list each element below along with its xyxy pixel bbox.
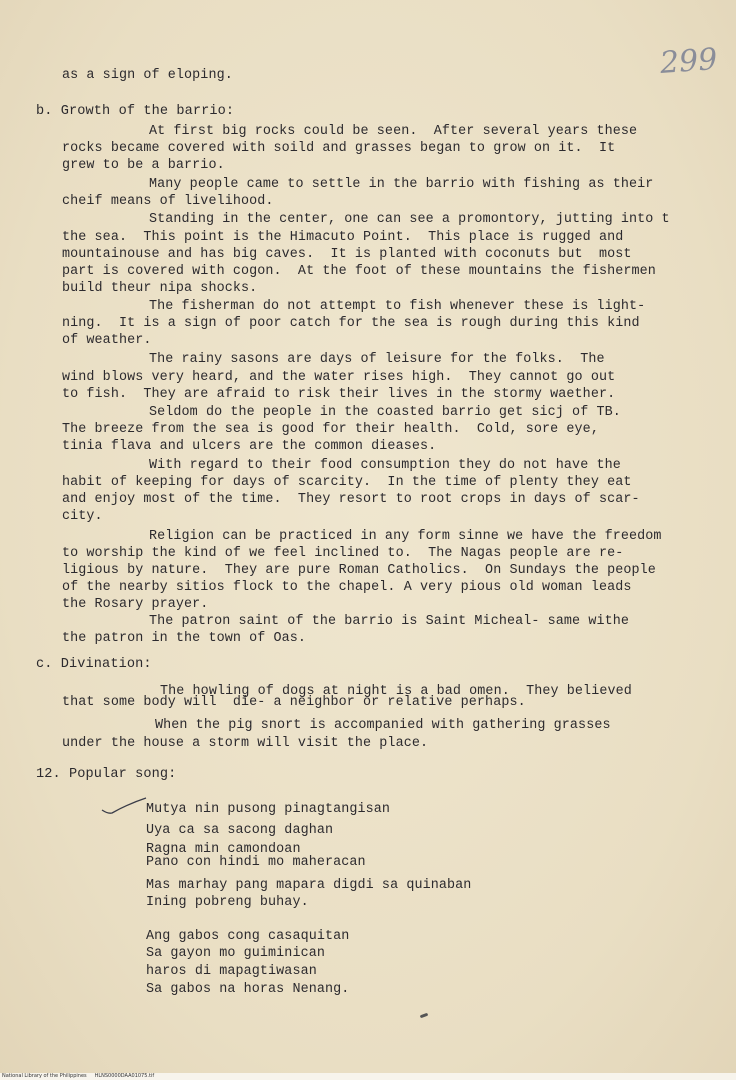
text-line: With regard to their food consumption they do not have the [149,458,621,473]
text-line: the Rosary prayer. [62,597,209,612]
text-line: The rainy sasons are days of leisure for the folks. The [149,352,605,367]
text-line: city. [62,509,103,524]
song-line: Mutya nin pusong pinagtangisan [146,802,391,817]
text-line: to fish. They are afraid to risk their lives in the stormy waether. [62,387,616,402]
text-line: grew to be a barrio. [62,158,225,173]
text-line: mountainouse and has big caves. It is planted with coconuts but most [62,247,632,262]
song-line: Ragna min camondoan [146,842,301,857]
checkmark-icon [100,796,150,818]
page-number: 299 [658,42,719,81]
text-line: The fisherman do not attempt to fish whenever these is light- [149,299,646,314]
text-line: Many people came to settle in the barrio with fishing as their [149,177,654,192]
song-line: Mas marhay pang mapara digdi sa quinaban [146,878,472,893]
text-line: When the pig snort is accompanied with gathering grasses [155,718,611,733]
text-line: Religion can be practiced in any form sinne we have the freedom [149,529,662,544]
text-line: under the house a storm will visit the place. [62,736,429,751]
song-line: Sa gayon mo guiminican [146,946,325,961]
text-line: the patron in the town of Oas. [62,631,307,646]
text-line: Standing in the center, one can see a promontory, jutting into t [149,212,670,227]
song-line: Ining pobreng buhay. [146,895,309,910]
song-line: Ang gabos cong casaquitan [146,929,350,944]
text-line: the sea. This point is the Himacuto Point. This place is rugged and [62,230,624,245]
text-line: build theur nipa shocks. [62,281,258,296]
song-line: haros di mapagtiwasan [146,964,317,979]
text-line: wind blows very heard, and the water rises high. They cannot go out [62,370,616,385]
text-line: habit of keeping for days of scarcity. In the time of plenty they eat [62,475,632,490]
footer-text: National Library of the Philippines HLNS0000DAA01075.tif [2,1073,155,1079]
text-line: that some body will die- a neighbor or relative perhaps. [62,695,526,710]
text-line: cheif means of livelihood. [62,194,274,209]
section-heading-divination: c. Divination: [36,657,152,672]
text-line: ligious by nature. They are pure Roman Catholics. On Sundays the people [62,563,656,578]
text-line: of weather. [62,333,152,348]
text-line: of the nearby sitios flock to the chapel. A very pious old woman leads [62,580,632,595]
ink-mark [420,1013,429,1019]
archive-footer [0,1073,736,1080]
text-line: At first big rocks could be seen. After several years these [149,124,638,139]
text-line: tinia flava and ulcers are the common dieases. [62,439,437,454]
text-line: The howling of dogs at night is a bad omen. They believed [160,684,632,699]
text-line: and enjoy most of the time. They resort to root crops in days of scar- [62,492,640,507]
text-line: The patron saint of the barrio is Saint Micheal- same withe [149,614,630,629]
text-line: ning. It is a sign of poor catch for the sea is rough during this kind [62,316,640,331]
song-line: Uya ca sa sacong daghan [146,823,334,838]
song-line: Sa gabos na horas Nenang. [146,982,350,997]
section-heading-popular-song: 12. Popular song: [36,767,177,782]
text-line: to worship the kind of we feel inclined to. The Nagas people are re- [62,546,624,561]
text-line: rocks became covered with soild and grasses began to grow on it. It [62,141,616,156]
song-line: Pano con hindi mo maheracan [146,855,366,870]
text-line: The breeze from the sea is good for their health. Cold, sore eye, [62,422,599,437]
text-line: Seldom do the people in the coasted barrio get sicj of TB. [149,405,621,420]
text-line: as a sign of eloping. [62,68,233,83]
section-heading-growth: b. Growth of the barrio: [36,104,235,119]
text-line: part is covered with cogon. At the foot of these mountains the fishermen [62,264,656,279]
